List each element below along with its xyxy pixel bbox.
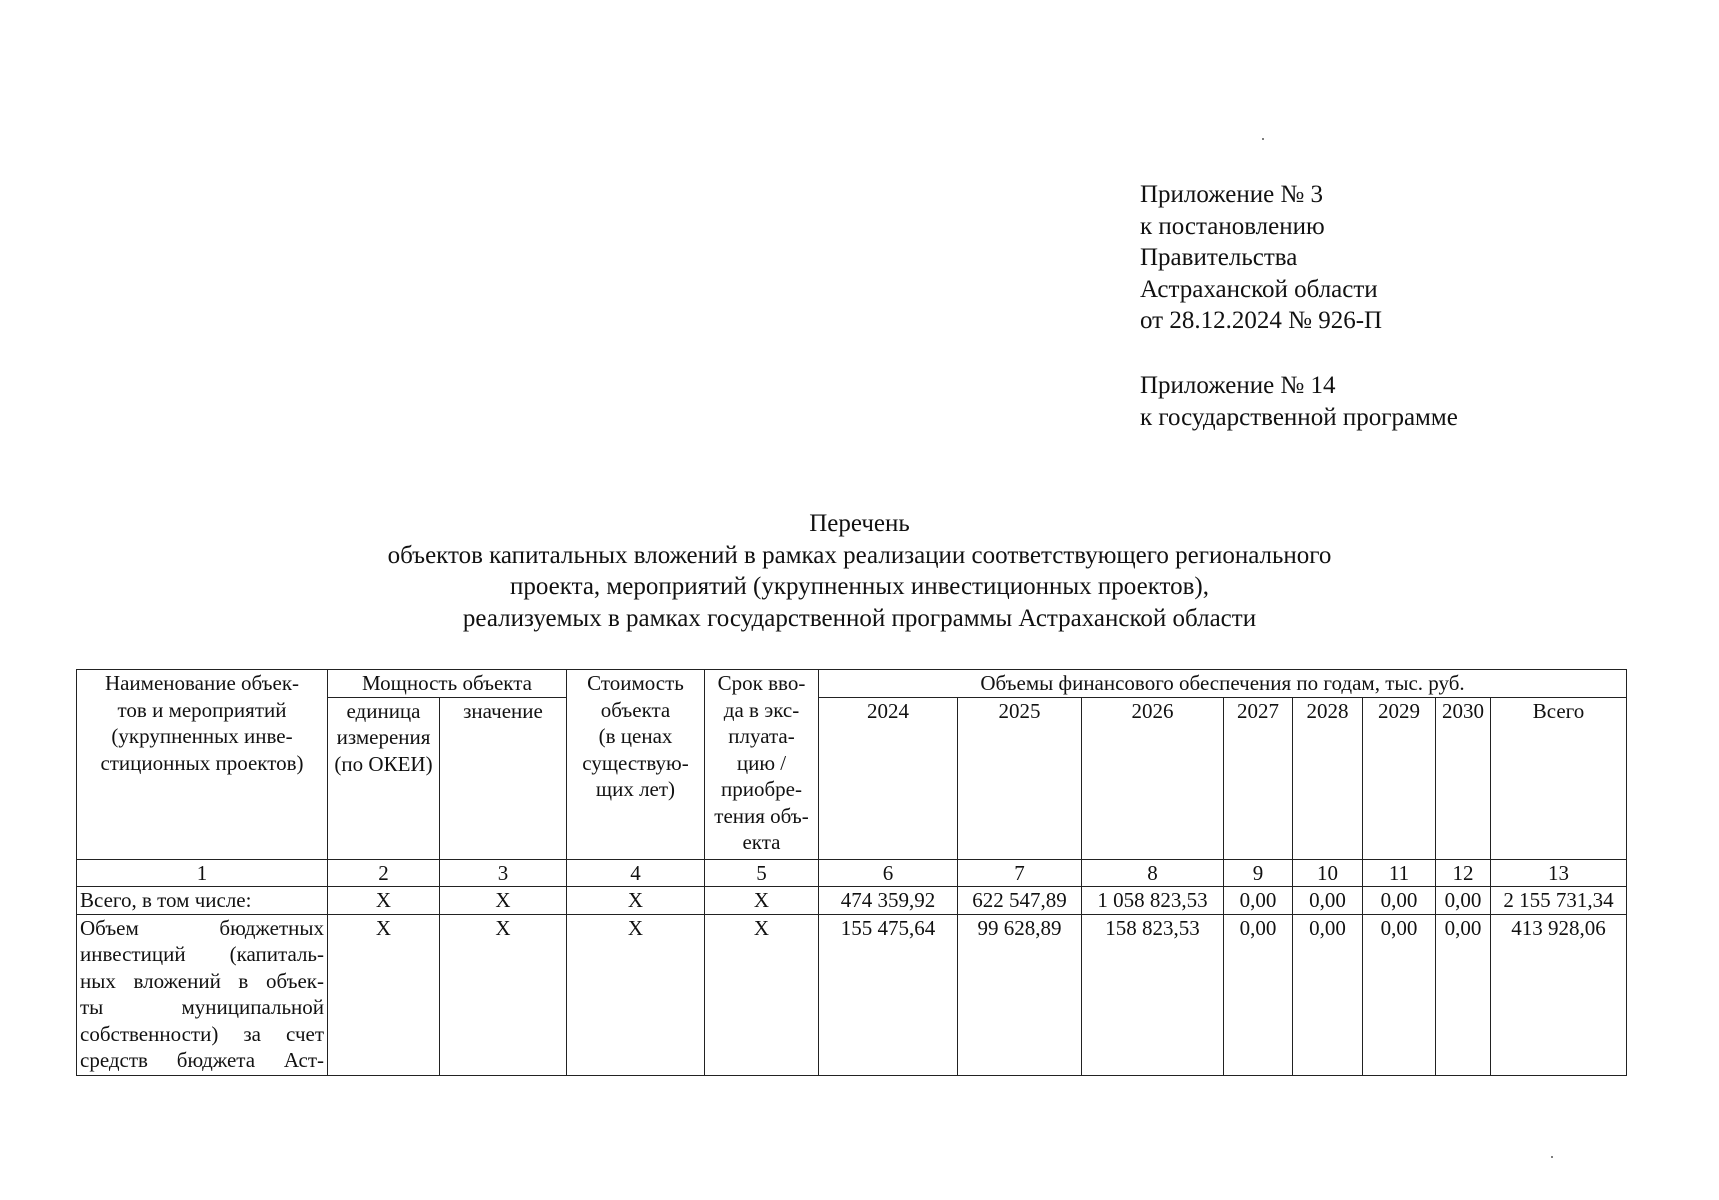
row-cell: 155 475,64 xyxy=(819,914,958,1075)
document-title xyxy=(0,508,1719,634)
row-cell: X xyxy=(567,887,705,915)
header-funding: Объемы финансового обеспечения по годам, тыс. руб. xyxy=(819,670,1627,698)
appendix-line: Приложение № 3 xyxy=(1140,181,1324,208)
appendix-block xyxy=(1140,179,1382,337)
row-cell: 0,00 xyxy=(1436,887,1491,915)
header-year-2027: 2027 xyxy=(1224,697,1293,859)
row-cell: 2 155 731,34 xyxy=(1491,887,1627,915)
row-cell: X xyxy=(705,887,819,915)
row-cell: 622 547,89 xyxy=(958,887,1082,915)
column-number: 4 xyxy=(567,859,705,887)
title-line: Перечень xyxy=(809,510,910,537)
table-row xyxy=(77,887,1627,915)
row-cell: X xyxy=(328,914,440,1075)
program-block xyxy=(1140,370,1458,433)
row-cell: 0,00 xyxy=(1363,914,1436,1075)
program-line: Приложение № 14 xyxy=(1140,372,1336,399)
appendix-line: к постановлению xyxy=(1140,212,1325,240)
column-number: 12 xyxy=(1436,859,1491,887)
row-cell: 474 359,92 xyxy=(819,887,958,915)
row-cell: 1 058 823,53 xyxy=(1082,887,1224,915)
header-year-2026: 2026 xyxy=(1082,697,1224,859)
header-term: Срок вво- да в экс- плуата- цию / приобре- тения объ- екта xyxy=(705,670,819,860)
row-cell: 0,00 xyxy=(1224,914,1293,1075)
row-cell: 0,00 xyxy=(1436,914,1491,1075)
table-row xyxy=(77,914,1627,1075)
row-cell: X xyxy=(705,914,819,1075)
column-number: 10 xyxy=(1293,859,1363,887)
header-unit: единица измерения (по ОКЕИ) xyxy=(328,697,440,859)
row-name: Объем бюджетных инвестиций (капиталь- ных вложений в объек- ты муниципальной собственности) за счет средств бюджета Аст- xyxy=(77,914,328,1075)
header-cost: Стоимость объекта (в ценах существую- щих лет) xyxy=(567,670,705,860)
column-number: 6 xyxy=(819,859,958,887)
row-cell: 0,00 xyxy=(1224,887,1293,915)
program-line: к государственной программе xyxy=(1140,403,1458,431)
column-number: 9 xyxy=(1224,859,1293,887)
column-number: 11 xyxy=(1363,859,1436,887)
appendix-line: Астраханской области xyxy=(1140,275,1378,303)
title-line: реализуемых в рамках государственной программы Астраханской области xyxy=(462,604,1257,632)
column-number: 8 xyxy=(1082,859,1224,887)
row-cell: X xyxy=(440,887,567,915)
header-value: значение xyxy=(440,697,567,859)
header-year-2025: 2025 xyxy=(958,697,1082,859)
header-year-2029: 2029 xyxy=(1363,697,1436,859)
column-number: 13 xyxy=(1491,859,1627,887)
column-number: 1 xyxy=(77,859,328,887)
title-line: проекта, мероприятий (укрупненных инвестиционных проектов), xyxy=(510,573,1209,600)
row-cell: X xyxy=(567,914,705,1075)
row-cell: 413 928,06 xyxy=(1491,914,1627,1075)
column-number-row xyxy=(77,859,1627,887)
header-name: Наименование объек- тов и мероприятий (укрупненных инве- стиционных проектов) xyxy=(77,670,328,860)
header-year-2024: 2024 xyxy=(819,697,958,859)
row-cell: X xyxy=(440,914,567,1075)
header-capacity: Мощность объекта xyxy=(328,670,567,698)
row-cell: 0,00 xyxy=(1293,914,1363,1075)
header-total: Всего xyxy=(1491,697,1627,859)
scan-speck xyxy=(1262,138,1264,140)
row-cell: 0,00 xyxy=(1363,887,1436,915)
row-cell: X xyxy=(328,887,440,915)
row-name: Всего, в том числе: xyxy=(77,887,328,915)
title-line: объектов капитальных вложений в рамках реализации соответствующего регионального xyxy=(387,541,1332,569)
column-number: 5 xyxy=(705,859,819,887)
header-row xyxy=(77,670,1627,698)
header-year-2028: 2028 xyxy=(1293,697,1363,859)
row-cell: 0,00 xyxy=(1293,887,1363,915)
column-number: 2 xyxy=(328,859,440,887)
appendix-line: от 28.12.2024 № 926-П xyxy=(1140,307,1383,334)
header-year-2030: 2030 xyxy=(1436,697,1491,859)
appendix-line: Правительства xyxy=(1140,244,1298,271)
row-cell: 158 823,53 xyxy=(1082,914,1224,1075)
scan-speck xyxy=(1551,1156,1553,1158)
row-cell: 99 628,89 xyxy=(958,914,1082,1075)
column-number: 3 xyxy=(440,859,567,887)
column-number: 7 xyxy=(958,859,1082,887)
capital-investment-table xyxy=(76,669,1627,1076)
